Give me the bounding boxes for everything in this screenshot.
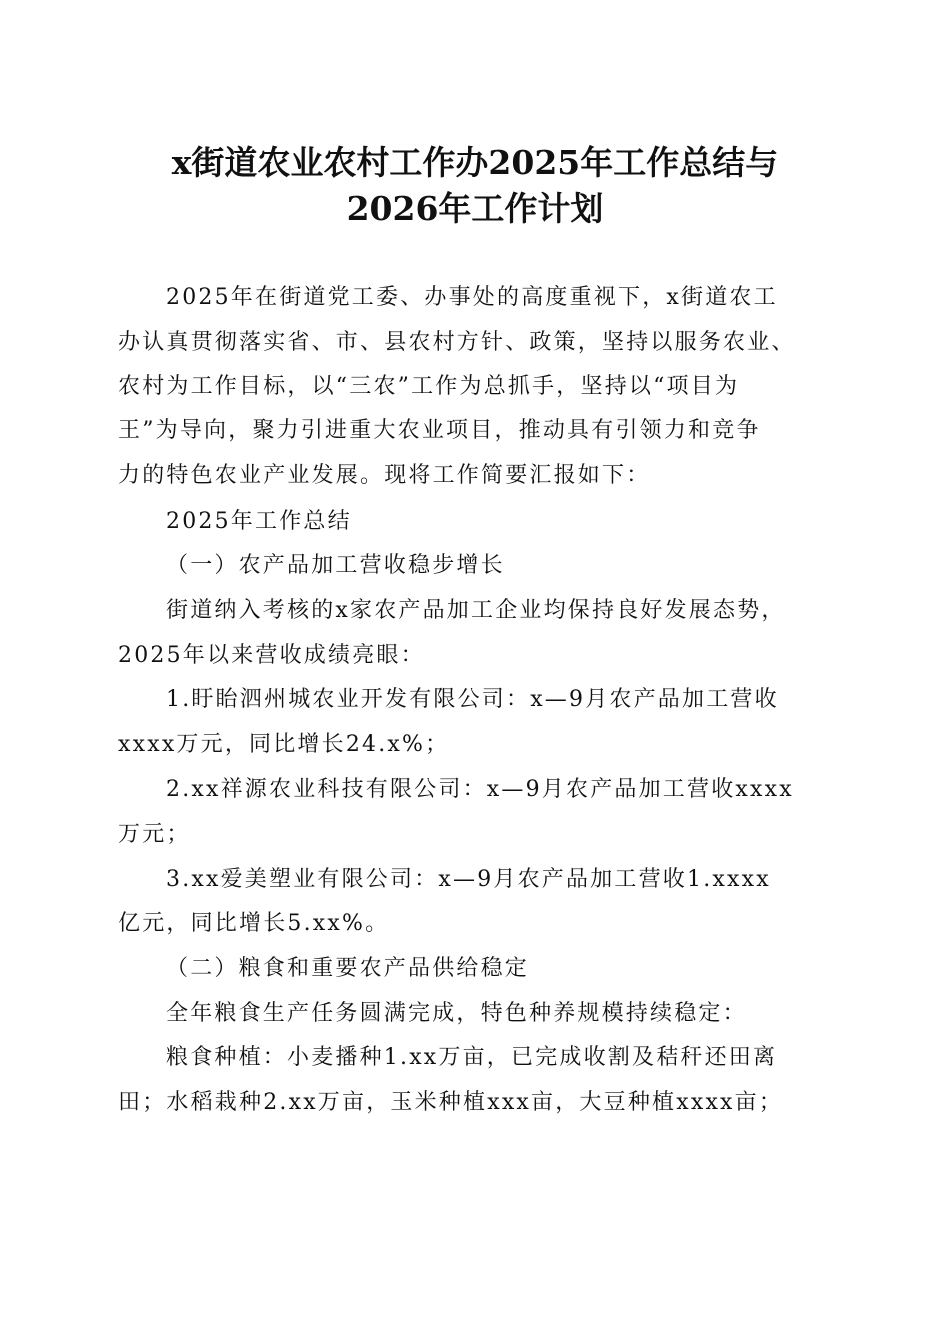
subsection-heading: （二）粮食和重要农产品供给稳定	[166, 956, 530, 981]
section-heading: 2025年工作总结	[166, 509, 352, 534]
intro-paragraph-line: 农村为工作目标，以“三农”工作为总抓手，坚持以“项目为	[118, 374, 740, 399]
document-title-line-2: 2026年工作计划	[346, 189, 604, 228]
intro-paragraph-line: 办认真贯彻落实省、市、县农村方针、政策，坚持以服务农业、	[118, 330, 796, 355]
intro-paragraph-line: 2025年在街道党工委、办事处的高度重视下，x街道农工	[166, 285, 778, 310]
paragraph-line: 全年粮食生产任务圆满完成，特色种养规模持续稳定：	[166, 1001, 747, 1026]
paragraph-line: 2025年以来营收成绩亮眼：	[118, 643, 425, 668]
list-item-line: 万元；	[118, 822, 191, 847]
list-item-line: xxxx万元，同比增长24.x%；	[118, 732, 450, 757]
list-item-line: 2.xx祥源农业科技有限公司：x—9月农产品加工营收xxxx	[166, 777, 794, 802]
paragraph-line: 田；水稻栽种2.xx万亩，玉米种植xxx亩，大豆种植xxxx亩；	[118, 1090, 784, 1115]
intro-paragraph-line: 力的特色农业产业发展。现将工作简要汇报如下：	[118, 463, 651, 488]
paragraph-line: 街道纳入考核的x家农产品加工企业均保持良好发展态势，	[166, 598, 786, 623]
list-item-line: 亿元，同比增长5.xx%。	[118, 911, 390, 936]
paragraph-line: 粮食种植：小麦播种1.xx万亩，已完成收割及秸秆还田离	[166, 1045, 778, 1070]
intro-paragraph-line: 王”为导向，聚力引进重大农业项目，推动具有引领力和竞争	[118, 418, 761, 443]
subsection-heading: （一）农产品加工营收稳步增长	[166, 553, 505, 578]
list-item-line: 1.盱眙泗州城农业开发有限公司：x—9月农产品加工营收	[166, 687, 779, 712]
list-item-line: 3.xx爱美塑业有限公司：x—9月农产品加工营收1.xxxx	[166, 867, 771, 892]
document-title-line-1: x街道农业农村工作办2025年工作总结与	[171, 143, 779, 182]
